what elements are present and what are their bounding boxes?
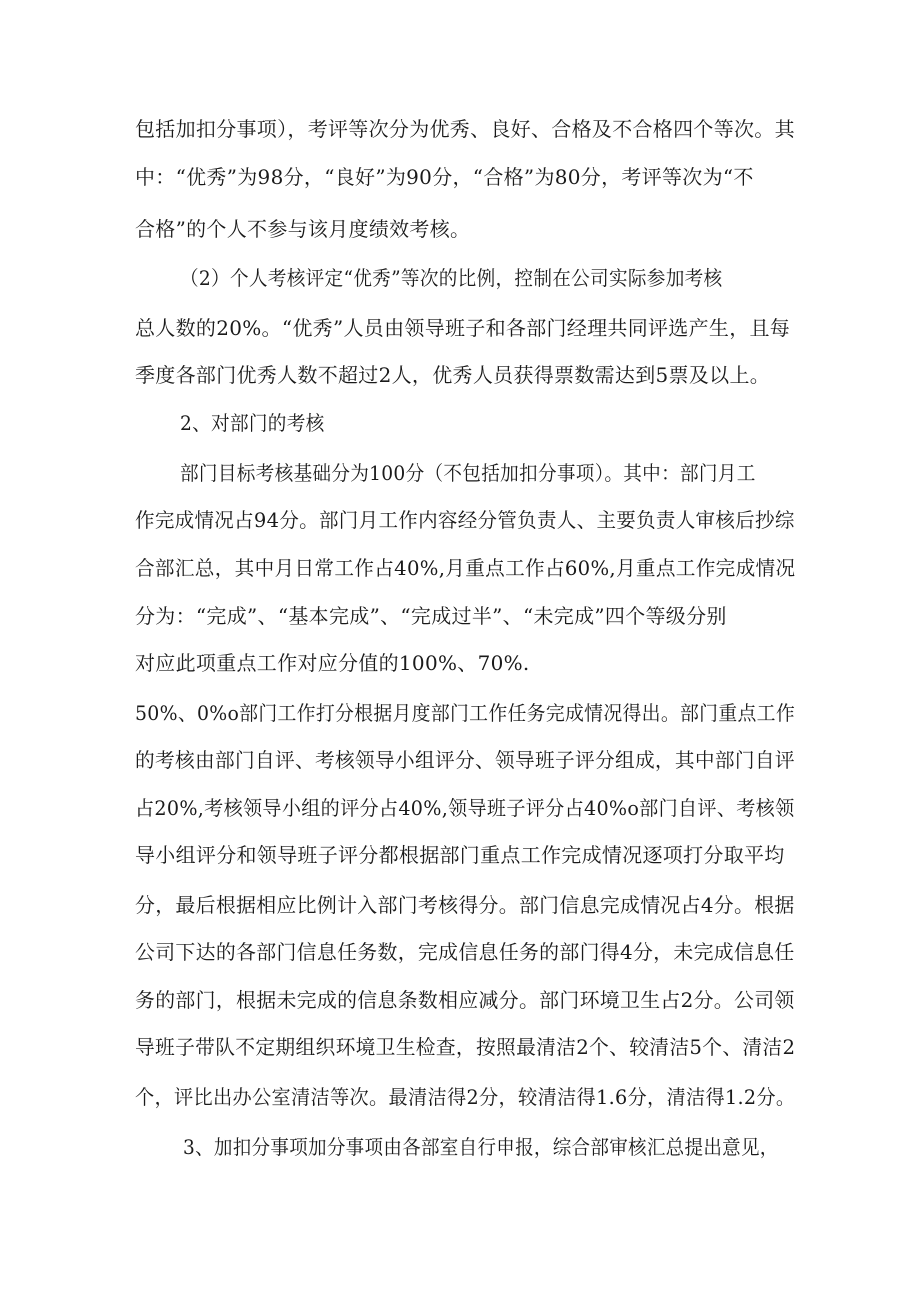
text-line-12: 对应此项重点工作对应分值的100%、70%. <box>135 651 530 675</box>
text-line-18: 公司下达的各部门信息任务数，完成信息任务的部门得4分，未完成信息任 <box>135 940 795 964</box>
text-line-9: 作完成情况占94分。部门月工作内容经分管负责人、主要负责人审核后抄综 <box>135 508 795 532</box>
text-line-15: 占20%,考核领导小组的评分占40%,领导班子评分占40%o部门自评、考核领 <box>135 796 795 820</box>
text-line-8: 部门目标考核基础分为100分（不包括加扣分事项）。其中：部门月工 <box>180 461 756 485</box>
text-line-21: 个，评比出办公室清洁等次。最清洁得2分，较清洁得1.6分，清洁得1.2分。 <box>135 1085 796 1109</box>
text-line-5: 总人数的20%。“优秀”人员由领导班子和各部门经理共同评选产生，且每 <box>135 316 791 340</box>
text-line-4: （2）个人考核评定“优秀”等次的比例，控制在公司实际参加考核 <box>180 266 723 290</box>
text-line-16: 导小组评分和领导班子评分都根据部门重点工作完成情况逐项打分取平均 <box>135 843 785 867</box>
text-line-22: 3、加扣分事项加分事项由各部室自行申报，综合部审核汇总提出意见， <box>183 1135 779 1159</box>
text-line-19: 务的部门，根据未完成的信息条数相应减分。部门环境卫生占2分。公司领 <box>135 988 795 1012</box>
text-line-13: 50%、0%o部门工作打分根据月度部门工作任务完成情况得出。部门重点工作 <box>135 701 796 725</box>
text-line-11: 分为：“完成”、“基本完成”、“完成过半”、“未完成”四个等级分别 <box>135 604 727 628</box>
text-line-14: 的考核由部门自评、考核领导小组评分、领导班子评分组成，其中部门自评 <box>135 748 795 772</box>
text-line-3: 合格”的个人不参与该月度绩效考核。 <box>135 217 471 241</box>
text-line-10: 合部汇总，其中月日常工作占40%,月重点工作占60%,月重点工作完成情况 <box>135 556 796 580</box>
text-line-20: 导班子带队不定期组织环境卫生检查，按照最清洁2个、较清洁5个、清洁2 <box>135 1035 796 1059</box>
section-heading-2: 2、对部门的考核 <box>180 411 325 435</box>
text-line-6: 季度各部门优秀人数不超过2人，优秀人员获得票数需达到5票及以上。 <box>135 363 771 387</box>
text-line-1: 包括加扣分事项），考评等次分为优秀、良好、合格及不合格四个等次。其 <box>135 117 795 141</box>
text-line-17: 分，最后根据相应比例计入部门考核得分。部门信息完成情况占4分。根据 <box>135 893 795 917</box>
text-line-2: 中：“优秀”为98分，“良好”为90分，“合格”为80分，考评等次为“不 <box>135 165 754 189</box>
